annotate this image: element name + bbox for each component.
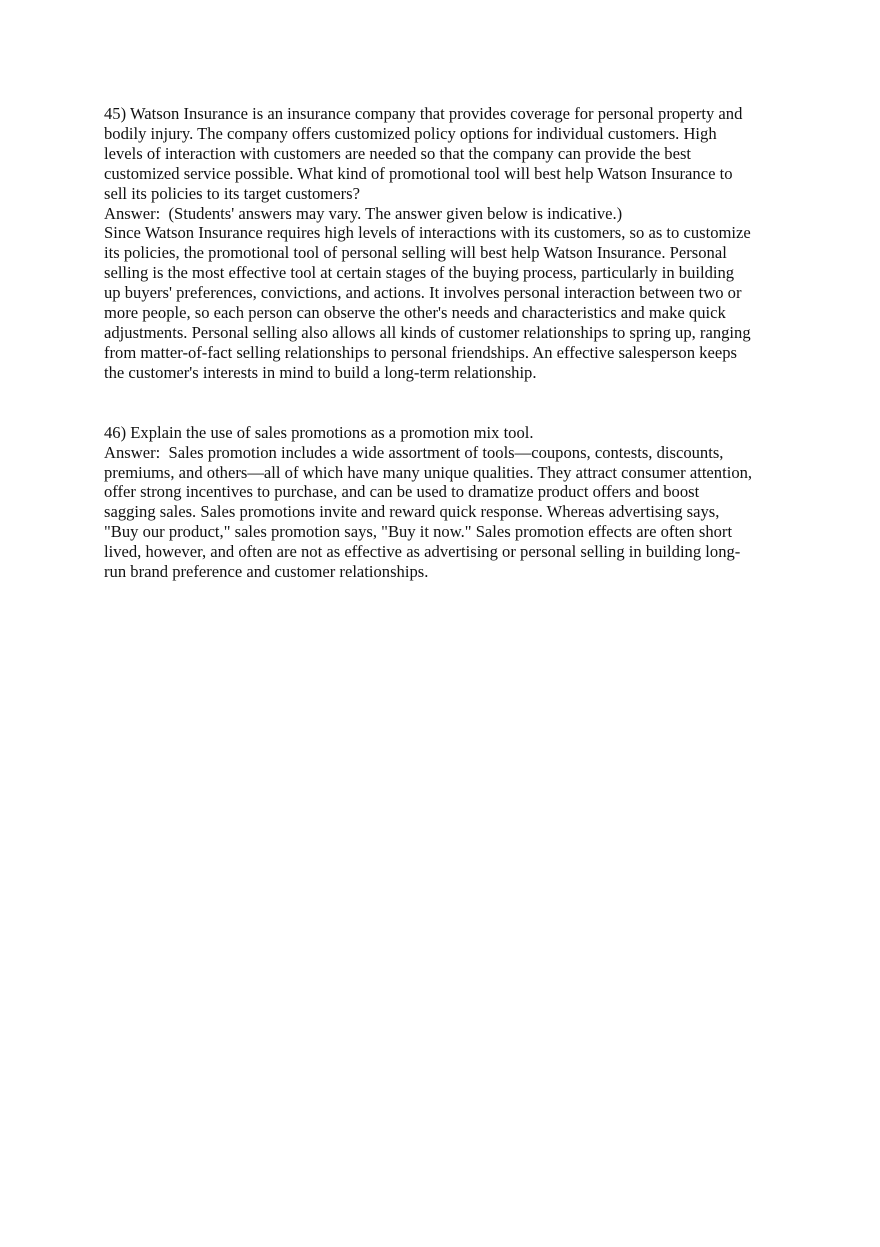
answer-text-line: Answer: Sales promotion includes a wide assortment of tools—coupons, contests, discounts, xyxy=(104,442,724,462)
document-body xyxy=(104,104,794,582)
answer-text-line: selling is the most effective tool at certain stages of the buying process, particularly in building xyxy=(104,263,735,283)
question-46 xyxy=(104,423,794,582)
answer-text-line: adjustments. Personal selling also allows all kinds of customer relationships to spring up, ranging xyxy=(104,322,751,342)
answer-text-line: "Buy our product," sales promotion says, "Buy it now." Sales promotion effects are often short xyxy=(104,522,733,542)
answer-text-line: from matter-of-fact selling relationships to personal friendships. An effective salesperson keeps xyxy=(104,342,737,362)
answer-text-line: Since Watson Insurance requires high levels of interactions with its customers, so as to customize xyxy=(104,223,751,243)
answer-label-line: Answer: (Students' answers may vary. The answer given below is indicative.) xyxy=(104,203,623,223)
question-text-line: bodily injury. The company offers customized policy options for individual customers. High xyxy=(104,123,717,143)
answer-text-line: run brand preference and customer relationships. xyxy=(104,562,429,582)
answer-text-line: lived, however, and often are not as effective as advertising or personal selling in building long- xyxy=(104,542,741,562)
question-text-line: sell its policies to its target customers? xyxy=(104,183,360,203)
answer-text-line: its policies, the promotional tool of personal selling will best help Watson Insurance. Personal xyxy=(104,243,727,263)
answer-text-line: premiums, and others—all of which have many unique qualities. They attract consumer attention, xyxy=(104,462,753,482)
answer-text-line: offer strong incentives to purchase, and can be used to dramatize product offers and boost xyxy=(104,482,700,502)
answer-text-line: sagging sales. Sales promotions invite and reward quick response. Whereas advertising says, xyxy=(104,502,720,522)
question-text-line: 46) Explain the use of sales promotions as a promotion mix tool. xyxy=(104,422,534,442)
question-text-line: 45) Watson Insurance is an insurance company that provides coverage for personal property and xyxy=(104,104,743,123)
question-text-line: levels of interaction with customers are needed so that the company can provide the best xyxy=(104,143,692,163)
answer-text-line: up buyers' preferences, convictions, and actions. It involves personal interaction between two or xyxy=(104,283,742,303)
question-text-line: customized service possible. What kind of promotional tool will best help Watson Insurance to xyxy=(104,163,733,183)
answer-text-line: more people, so each person can observe the other's needs and characteristics and make quick xyxy=(104,303,726,323)
answer-text-line: the customer's interests in mind to build a long-term relationship. xyxy=(104,362,537,382)
question-45 xyxy=(104,104,794,383)
